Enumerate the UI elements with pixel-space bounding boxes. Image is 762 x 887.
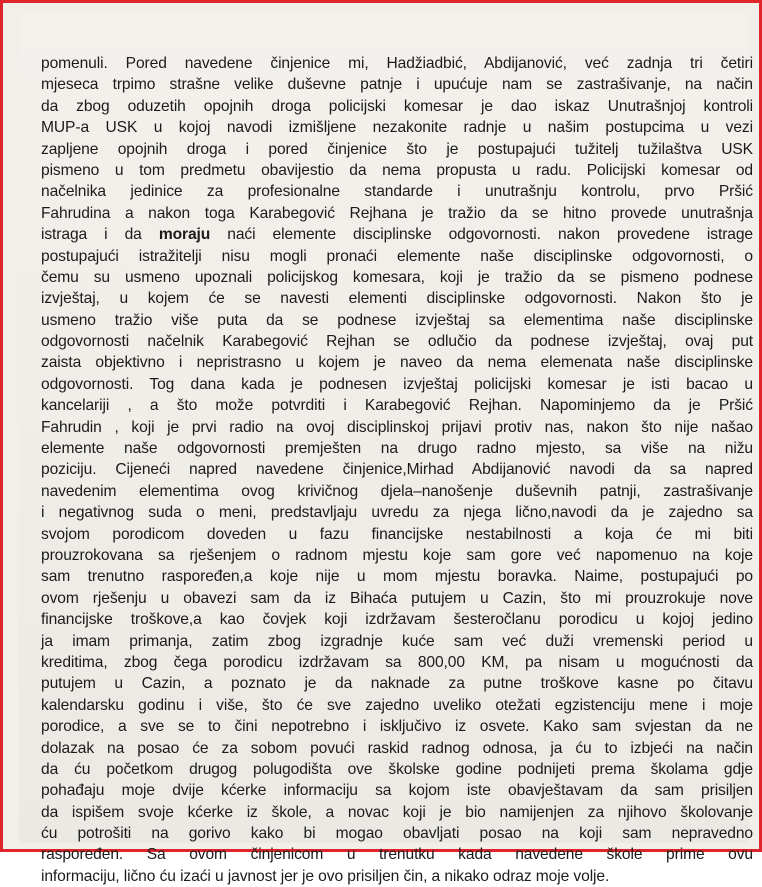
text-line: informaciju, lično ću izaći u javnost jer je ovo prisiljen čin, a nikako odraz moje volje.: [41, 867, 610, 885]
text-line: poziciju. Cijeneći napred navedene činjenice,Mirhad Abdijanović navodi da sa napred: [41, 461, 753, 479]
text-line: prouzrokovana sa rješenjem o radnom mjestu koje sam gore već napomenuo na koje: [41, 546, 753, 564]
text-line: porodice, a sve se to čini nepotrebno i isključivo iz osvete. Kako sam svjestan da ne: [41, 718, 753, 736]
text-line: ovom rješenju u obavezi sam da iz Bihaća putujem u Cazin, što mi prouzrokuje nove: [41, 589, 753, 607]
text-line: da zbog oduzetih opojnih droga policijski komesar je dao iskaz Unutrašnjoj kontroli: [41, 97, 753, 115]
text-line: da ispišem svoje kćerke iz škole, a novac koji je bio namijenjen za njihovo školovanje: [41, 803, 753, 821]
text-line: sam trenutno raspoređen,a koje nije u mom mjestu boravka. Naime, postupajući po: [41, 568, 753, 586]
text-line: dolazak na posao će za sobom povući raskid radnog odnosa, ja ću to izbjeći na način: [41, 739, 753, 757]
text-line: odgovornosti načelnik Karabegović Rejhan se odlučio da podnese izvještaj, ovaj put: [41, 333, 753, 351]
text-line: kreditima, zbog čega porodicu izdržavam sa 800,00 KM, pa nisam u mogućnosti da: [41, 653, 753, 671]
text-line: financijske troškove,a kao čovjek koji izdržavam šesteročlanu porodicu u kojoj jedino: [41, 611, 753, 629]
bold-word: moraju: [158, 226, 211, 244]
text-line: odgovornosti. Tog dana kada je podnesen izvještaj policijski komesar je isti bacao u: [41, 375, 753, 393]
text-line: da ću početkom drugog polugodišta ove školske godine podnijeti prema školama gdje: [41, 760, 753, 778]
text-line: ja imam primanja, zatim zbog izgradnje kuće sam već duži vremenski period u: [41, 632, 753, 650]
text-line: raspoređen. Sa ovom činjenicom u trenutku kada navedene škole prime ovu: [41, 846, 753, 864]
text-line: pohađaju moje dvije kćerke informaciju sa kojom iste obavještavam da sam prisiljen: [41, 782, 753, 800]
text-line: i negativnog suda o meni, predstavljaju uvredu za njega lično,navodi da je zajedno sa: [41, 504, 753, 522]
text-line: postupajući istražitelji nisu mogli pronaći elemente naše disciplinske odgovornosti, o: [41, 247, 753, 265]
text-line: izvještaj, u kojem će se navesti elementi disciplinske odgovornosti. Nakon što je: [41, 290, 753, 308]
document-body: [41, 53, 753, 887]
text-line: zaista objektivno i nepristrasno u kojem je naveo da nema elemenata naše disciplinske: [41, 354, 753, 372]
text-line: kalendarsku godinu i više, što će sve zajedno uveliko otežati egzistenciju mene i moje: [41, 696, 753, 714]
text-line: mjeseca trpimo strašne velike duševne patnje i upućuje nam se zastrašivanje, na način: [41, 76, 753, 94]
text-line: zapljene opojnih droga i pored činjenice što je postupajući tužitelj tužilaštva USK: [41, 140, 753, 158]
text-line: svojom porodicom doveden u fazu financijske nestabilnosti a koja će mi biti: [41, 525, 753, 543]
text-line: Fahrudin , koji je prvi radio na ovoj disciplinskoj prijavi protiv nas, nakon što nije našao: [41, 418, 753, 436]
text-line: čemu su usmeno upoznali policijskog komesara, koji je tražio da se pismeno podnese: [41, 268, 753, 286]
text-line: pomenuli. Pored navedene činjenice mi, Hadžiadbić, Abdijanović, već zadnja tri četiri: [41, 55, 753, 72]
text-line: pismeno u tom predmetu obavijestio da nema propusta u radu. Policijski komesar od: [41, 161, 753, 179]
text-line: kancelariji , a što može potvrditi i Karabegović Rejhan. Napominjemo da je Pršić: [41, 397, 753, 415]
text-line: elemente naše odgovornosti premješten na drugo radno mjesto, sa više na nižu: [41, 440, 753, 458]
text-segment: istraga i da: [41, 226, 159, 244]
text-line: ću potrošiti na gorivo kako bi mogao obavljati posao na koji sam nepravedno: [41, 825, 753, 843]
text-line: MUP-a USK u kojoj navodi izmišljene nezakonite radnje u našim postupcima u vezi: [41, 119, 753, 137]
text-line: Fahrudina a nakon toga Karabegović Rejhana je tražio da se hitno provede unutrašnja: [41, 204, 753, 222]
text-line: putujem u Cazin, a poznato je da naknade za putne troškove kasne po čitavu: [41, 675, 753, 693]
text-segment: naći elemente disciplinske odgovornosti. nakon provedene istrage: [210, 226, 754, 244]
text-line: navedenim elementima ovog krivičnog djela–nanošenje duševnih patnji, zastrašivanje: [41, 482, 753, 500]
text-line-with-bold: [41, 224, 753, 245]
text-line: usmeno tražio više puta da se podnese izvještaj sa elementima naše disciplinske: [41, 311, 753, 329]
text-line: načelnika jedinice za profesionalne standarde i unutrašnju kontrolu, prvo Pršić: [41, 183, 753, 201]
